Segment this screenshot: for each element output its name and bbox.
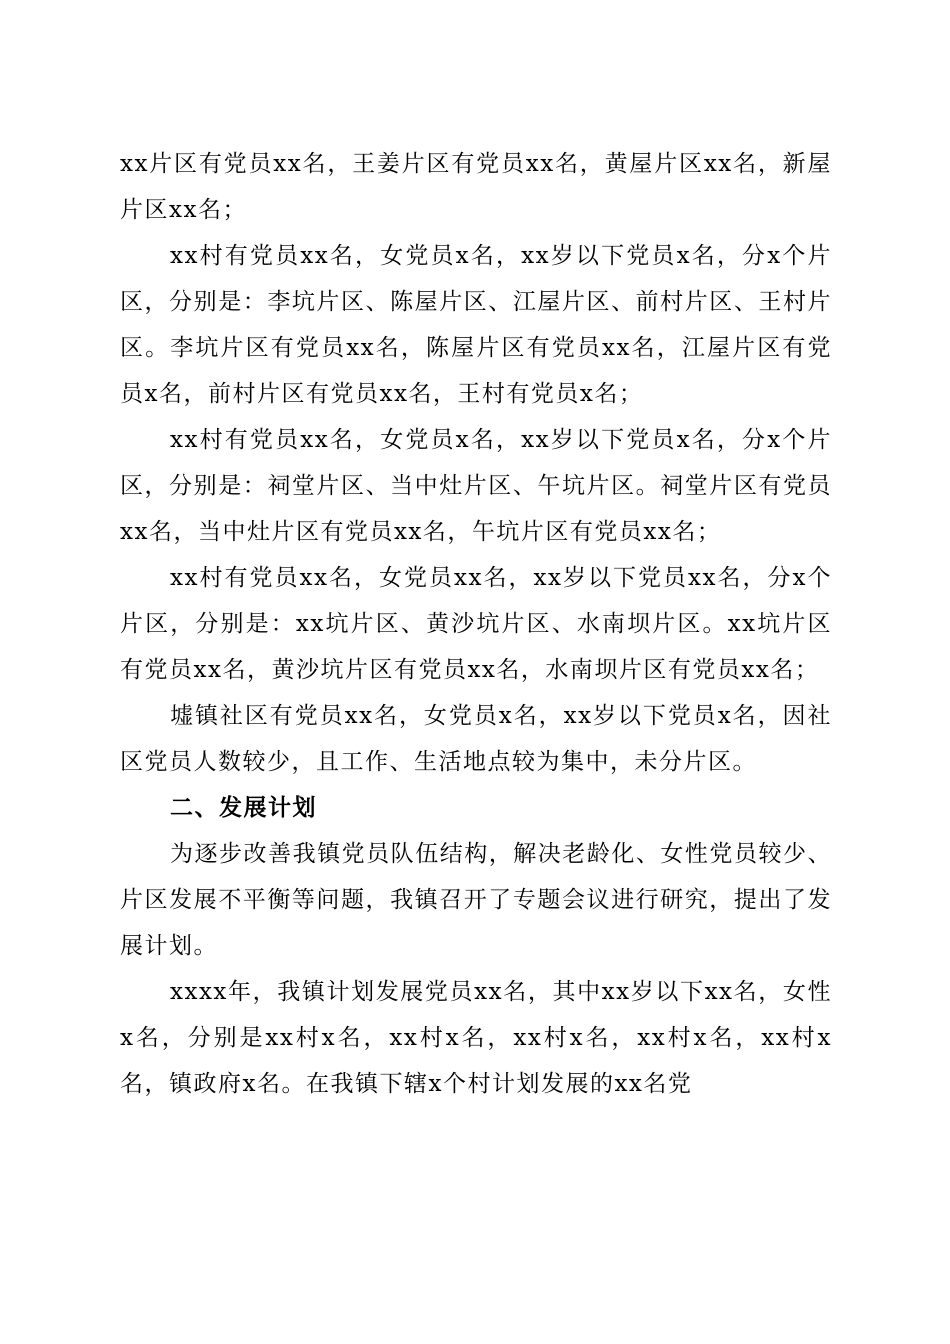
paragraph-plan-detail: xxxx年，我镇计划发展党员xx名，其中xx岁以下xx名，女性x名，分别是xx村x名，xx村x名，xx村x名，xx村x名，xx村x名，镇政府x名。在我镇下辖x个村计划发展的xx名党 xyxy=(120,979,832,1097)
paragraph-plan-intro: 为逐步改善我镇党员队伍结构，解决老龄化、女性党员较少、片区发展不平衡等问题，我镇召开了专题会议进行研究，提出了发展计划。 xyxy=(120,841,832,959)
paragraph-continued: xx片区有党员xx名，王姜片区有党员xx名，黄屋片区xx名，新屋片区xx名； xyxy=(120,151,832,223)
document-page xyxy=(120,141,832,1107)
paragraph-village-3: xx村有党员xx名，女党员x名，xx岁以下党员x名，分x个片区，分别是：祠堂片区、当中灶片区、午坑片区。祠堂片区有党员xx名，当中灶片区有党员xx名，午坑片区有党员xx名； xyxy=(120,427,832,545)
section-heading: 二、发展计划 xyxy=(170,795,317,821)
paragraph-village-2: xx村有党员xx名，女党员x名，xx岁以下党员x名，分x个片区，分别是：李坑片区、陈屋片区、江屋片区、前村片区、王村片区。李坑片区有党员xx名，陈屋片区有党员xx名，江屋片区有党员x名，前村片区有党员xx名，王村有党员x名； xyxy=(120,243,832,407)
paragraph-community: 墟镇社区有党员xx名，女党员x名，xx岁以下党员x名，因社区党员人数较少，且工作、生活地点较为集中，未分片区。 xyxy=(120,703,832,775)
paragraph-village-4: xx村有党员xx名，女党员xx名，xx岁以下党员xx名，分x个片区，分别是：xx坑片区、黄沙坑片区、水南坝片区。xx坑片区有党员xx名，黄沙坑片区有党员xx名，水南坝片区有党员xx名； xyxy=(120,565,832,683)
